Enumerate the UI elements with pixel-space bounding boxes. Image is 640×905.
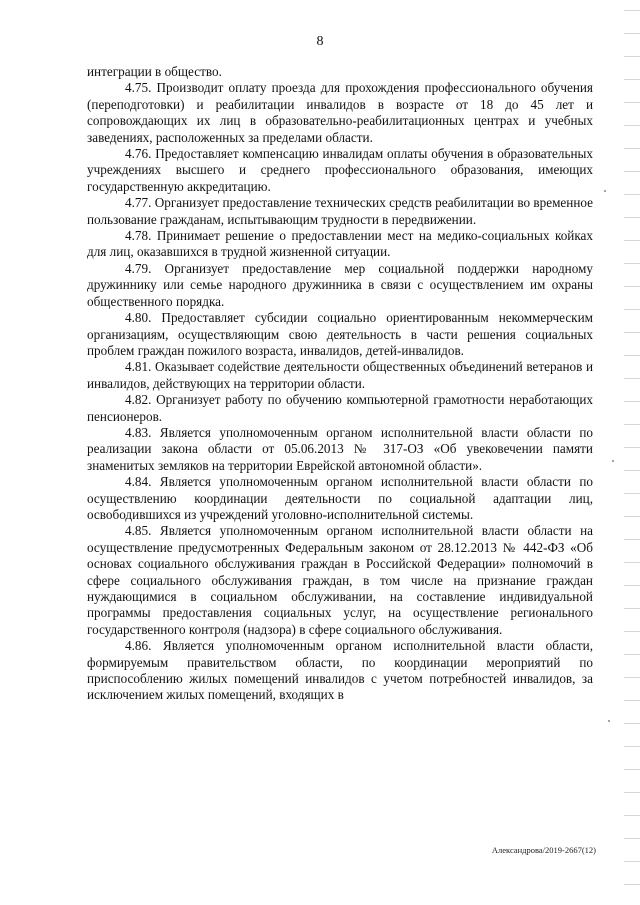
- paragraph-4-81: 4.81. Оказывает содействие деятельности общественных объединений ветеранов и инвалидов, действующих на территории области.: [87, 359, 593, 391]
- paragraph-4-83: 4.83. Является уполномоченным органом исполнительной власти области по реализации закона области от 05.06.2013 № 317-ОЗ «Об увековечении памяти знаменитых земляков на территории Еврейской автономной области».: [87, 424, 593, 473]
- paragraph-4-76: 4.76. Предоставляет компенсацию инвалидам оплаты обучения в образовательных учреждениях высшего и среднего профессионального образования, имеющих государственную аккредитацию.: [87, 146, 593, 194]
- document-footer-code: Александрова/2019-2667(12): [491, 845, 596, 855]
- paragraph-4-82: 4.82. Организует работу по обучению компьютерной грамотности неработающих пенсионеров.: [87, 392, 593, 424]
- paragraph-4-86: 4.86. Является уполномоченным органом исполнительной власти области, формируемым правительством области, по координации мероприятий по приспособлению жилых помещений инвалидов с учетом потребностей инвалидов, за исключением жилых помещений, входящих в: [87, 638, 593, 703]
- paragraph-4-85: 4.85. Является уполномоченным органом исполнительной власти области на осуществление предусмотренных Федеральным законом от 28.12.2013 № 442-ФЗ «Об основах социального обслуживания граждан в Российской Федерации» полномочий в сфере социального обслуживания граждан, в том числе на признание граждан нуждающимися в социальном обслуживании, на составление индивидуальной программы предоставления социальных услуг, на осуществление регионального государственного контроля (надзора) в сфере социального обслуживания.: [87, 523, 593, 637]
- paragraph-4-79: 4.79. Организует предоставление мер социальной поддержки народному дружиннику или семье народного дружинника в связи с осуществлением им охраны общественного порядка.: [87, 260, 593, 309]
- document-body: [87, 64, 593, 704]
- scan-edge-marks: [624, 0, 640, 905]
- page-number: 8: [316, 34, 324, 49]
- paragraph-4-80: 4.80. Предоставляет субсидии социально ориентированным некоммерческим организациям, осуществляющим свою деятельность в части решения социальных проблем граждан пожилого возраста, инвалидов, детей-инвалидов.: [87, 310, 593, 358]
- paragraph-4-84: 4.84. Является уполномоченным органом исполнительной власти области по осуществлению координации деятельности по социальной адаптации лиц, освободившихся из учреждений уголовно-исполнительной системы.: [87, 474, 593, 522]
- scan-speck: [608, 720, 610, 722]
- scan-speck: [612, 460, 614, 462]
- paragraph-4-77: 4.77. Организует предоставление технических средств реабилитации во временное пользование гражданам, испытывающим трудности в передвижении.: [87, 195, 593, 227]
- scan-speck: [604, 190, 606, 192]
- paragraph-4-75: 4.75. Производит оплату проезда для прохождения профессионального обучения (переподготовки) и реабилитации инвалидов в возрасте от 18 до 45 лет и сопровождающих их лиц в образовательно-реабилитационных центрах и учебных заведениях, расположенных за пределами области.: [87, 80, 593, 145]
- paragraph-continuation: интеграции в общество.: [87, 64, 222, 79]
- paragraph-4-78: 4.78. Принимает решение о предоставлении мест на медико-социальных койках для лиц, оказавшихся в трудной жизненной ситуации.: [87, 228, 593, 260]
